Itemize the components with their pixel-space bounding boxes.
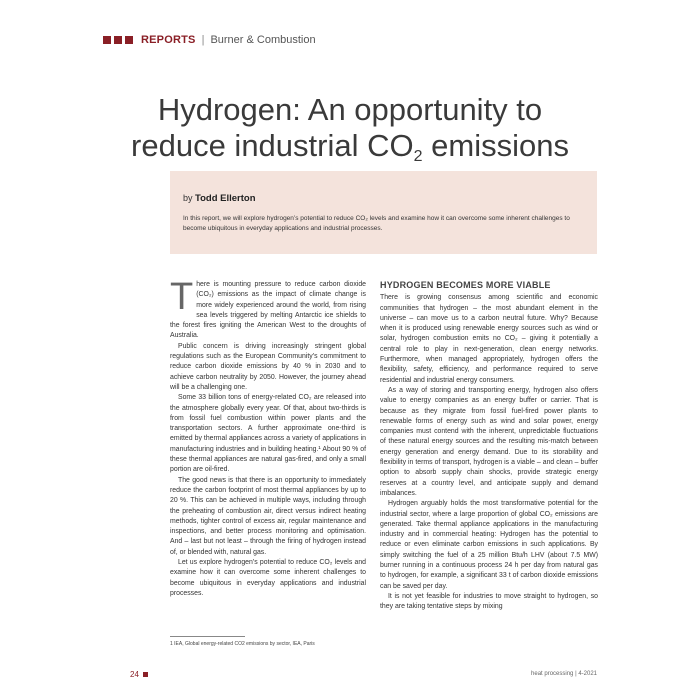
drop-cap: T bbox=[170, 276, 194, 318]
lead-box bbox=[170, 171, 597, 254]
paragraph: Some 33 billion tons of energy-related CO₂ are released into the atmosphere globally every year. Of that, about two-thirds is from fossil fuel combustion within power plants and the transportation sectors. A further approximate one-third is emitted by thermal appliances across a variety of applications in manufacturing industries and in building heating.¹ About 90 % of these thermal appliances are natural gas-fired, and only a small portion are oil-fired. bbox=[170, 394, 366, 474]
paragraph: As a way of storing and transporting energy, hydrogen also offers value to energy companies as an energy buffer or carrier. That is because as they migrate from fossil fuel-fired power plants to renewable forms of energy such as wind and solar power, energy companies must contend with the inherent, unpredictable fluctuations of these natural energy sources and the resulting mis-match between energy generation and energy demand. Due to its storability and flexibility in terms of transport, hydrogen is a viable – and clean – buffer option to absorb supply chain shocks, provide strategic energy reserves at a country level, and anticipate supply and demand imbalances. bbox=[380, 386, 598, 497]
byline bbox=[183, 193, 256, 204]
title-line-2: reduce industrial CO bbox=[131, 128, 414, 163]
publication-footer bbox=[531, 671, 597, 677]
byline-prefix: by bbox=[183, 193, 196, 203]
paragraph: There is growing consensus among scientific and economic communities that hydrogen – the most abundant element in the universe – can move us to a carbon neutral future. Why? Because when it is produced using renewable energy sources such as wind or solar, hydrogen combustion emits no CO₂ – giving it potentially a central role to play in next-generation, clean energy networks. Furthermore, when managed appropriately, hydrogen offers the flexibility, safety, efficiency, and performance required to serve residential and industrial energy consumers. bbox=[380, 294, 598, 384]
issue-number: 4-2021 bbox=[578, 671, 597, 677]
header-separator: | bbox=[201, 34, 205, 46]
article-title bbox=[0, 92, 700, 175]
section-header bbox=[103, 34, 316, 46]
paragraph bbox=[170, 276, 366, 342]
page-marker-icon bbox=[143, 672, 148, 677]
left-column bbox=[170, 276, 366, 599]
page-number: 24 bbox=[130, 670, 139, 679]
publication-name: heat processing bbox=[531, 671, 574, 677]
author-name: Todd Ellerton bbox=[195, 193, 256, 204]
category-label: Burner & Combustion bbox=[210, 34, 316, 46]
footnote-rule bbox=[170, 636, 245, 637]
paragraph-text: here is mounting pressure to reduce carbon dioxide (CO₂) emissions as the impact of climate change is more widely experienced around the world, from rising sea levels triggered by melting Antarctic ice shields to the forest fires igniting the American West to the droughts of Australia. bbox=[170, 281, 366, 340]
paragraph: The good news is that there is an opportunity to immediately reduce the carbon footprint of most thermal appliances by up to 20 %. This can be achieved in multiple ways, including through the preheating of combustion air, direct versus indirect heating methods, tighter control of excess air, regular maintenance and inspections, and better process monitoring and optimisation. And – last but not least – through the firing of hydrogen instead of, or blended with, natural gas. bbox=[170, 476, 366, 556]
intro-text: In this report, we will explore hydrogen’s potential to reduce CO₂ levels and examine how it can overcome some inherent challenges to become ubiquitous in everyday applications and industrial processes. bbox=[183, 215, 570, 232]
section-heading: HYDROGEN BECOMES MORE VIABLE bbox=[380, 280, 551, 290]
section-marker-icon bbox=[103, 36, 133, 44]
paragraph: It is not yet feasible for industries to move straight to hydrogen, so they are taking tentative steps by mixing bbox=[380, 592, 598, 611]
title-subscript: 2 bbox=[413, 148, 423, 165]
paragraph: Let us explore hydrogen’s potential to reduce CO₂ levels and examine how it can overcome some inherent challenges to become ubiquitous in everyday applications and industrial processes. bbox=[170, 559, 366, 597]
footer-separator: | bbox=[575, 671, 577, 677]
paragraph: Hydrogen arguably holds the most transformative potential for the industrial sector, where a large proportion of global CO₂ emissions are generated. Take thermal appliance applications in the manufacturing industry and in commercial heating: Hydrogen has the potential to reduce or even eliminate carbon emissions in such applications. By simply switching the fuel of a 25 million Btu/h LHV (about 7.5 MW) burner running in a continuous process 24 h per day from natural gas to hydrogen, for example, a significant 33 t of carbon dioxide emissions can be saved per day. bbox=[380, 500, 598, 590]
right-column bbox=[380, 280, 598, 613]
page-number-area bbox=[130, 670, 148, 679]
footnote: 1 IEA, Global energy-related CO2 emissions by sector, IEA, Paris bbox=[170, 641, 315, 647]
paragraph: Public concern is driving increasingly stringent global regulations such as the European Community’s commitment to reduce carbon dioxide emissions by 40 % in 2030 and to achieve carbon neutrality by 2050. However, the journey ahead will be a challenging one. bbox=[170, 342, 366, 391]
title-line-2-end: emissions bbox=[422, 128, 569, 163]
section-label: REPORTS bbox=[141, 34, 196, 46]
title-line-1: Hydrogen: An opportunity to bbox=[157, 92, 543, 127]
